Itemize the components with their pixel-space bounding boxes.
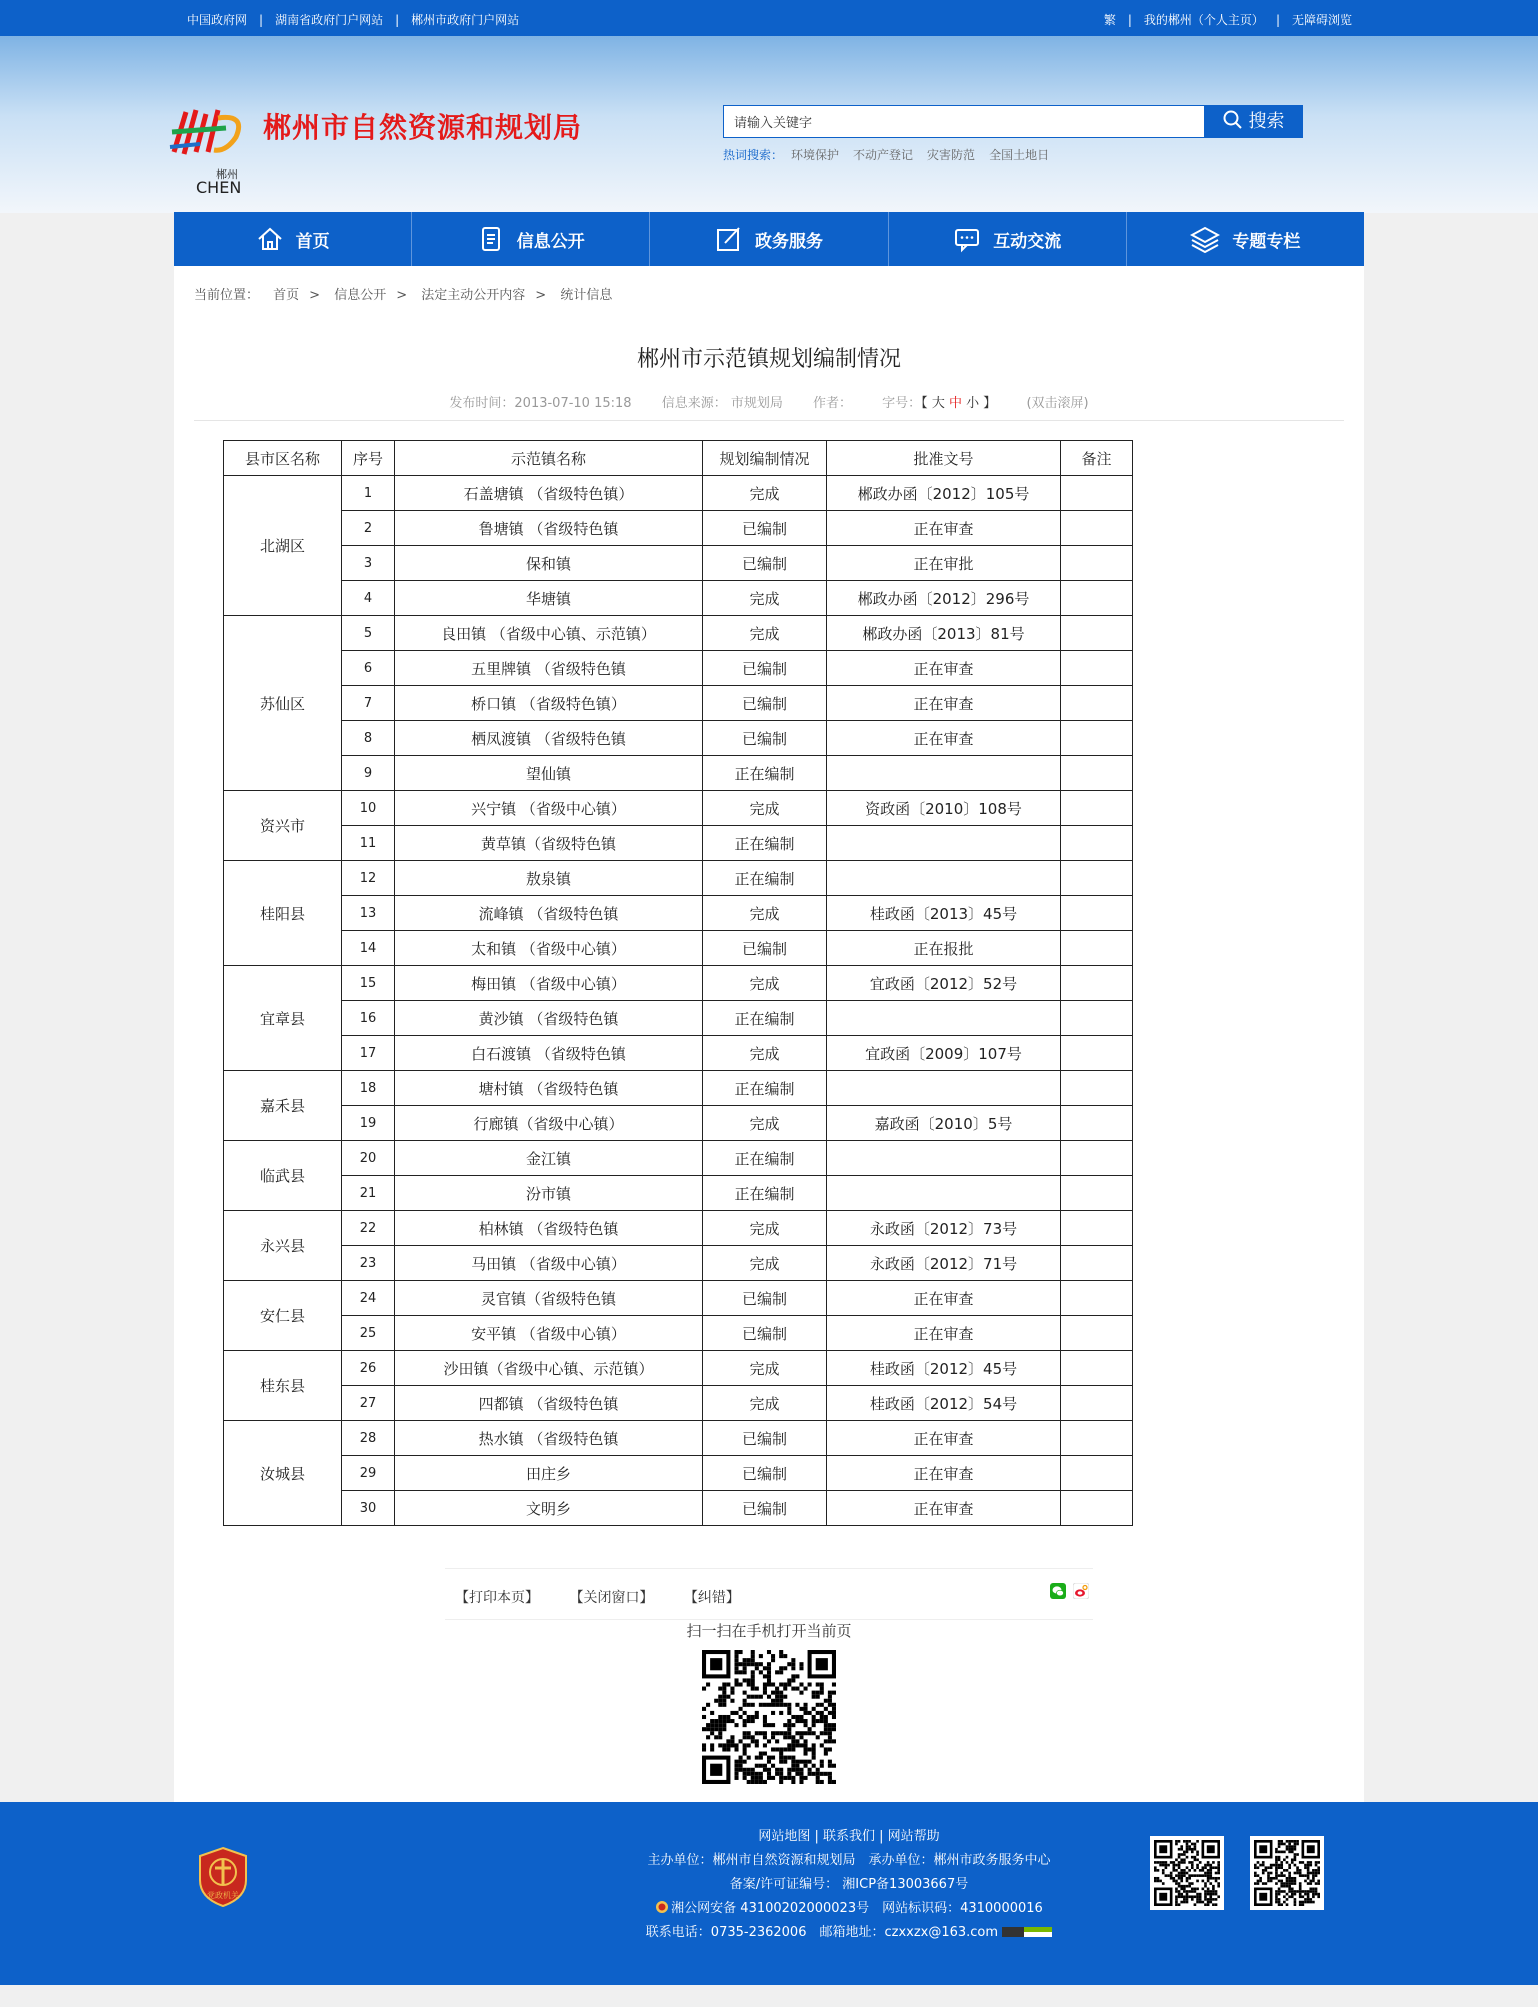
note-cell — [1061, 1176, 1133, 1211]
footer-police-text: 湘公网安备 43100202000023号 网站标识码：4310000016 — [671, 1901, 1043, 1916]
approval-cell: 桂政函〔2012〕54号 — [827, 1386, 1061, 1421]
col-status: 规划编制情况 — [703, 441, 827, 476]
table-row — [224, 1281, 1133, 1316]
weibo-icon[interactable] — [1073, 1583, 1089, 1599]
note-cell — [1061, 721, 1133, 756]
approval-cell: 正在审查 — [827, 1281, 1061, 1316]
hot-word[interactable]: 全国土地日 — [989, 148, 1050, 162]
index-cell: 14 — [342, 931, 395, 966]
nav-home[interactable] — [174, 212, 412, 266]
article-meta — [194, 392, 1344, 421]
note-cell — [1061, 1141, 1133, 1176]
approval-cell: 郴政办函〔2012〕105号 — [827, 476, 1061, 511]
note-cell — [1061, 1211, 1133, 1246]
status-cell: 完成 — [703, 476, 827, 511]
status-cell: 已编制 — [703, 1421, 827, 1456]
search-button-label: 搜索 — [1248, 111, 1285, 132]
index-cell: 21 — [342, 1176, 395, 1211]
index-cell: 20 — [342, 1141, 395, 1176]
town-cell: 桥口镇 （省级特色镇） — [395, 686, 703, 721]
index-cell: 22 — [342, 1211, 395, 1246]
status-cell: 已编制 — [703, 721, 827, 756]
table-row — [224, 581, 1133, 616]
approval-cell: 正在审查 — [827, 511, 1061, 546]
table-row — [224, 686, 1133, 721]
index-cell: 19 — [342, 1106, 395, 1141]
town-cell: 敖泉镇 — [395, 861, 703, 896]
link-china-gov[interactable]: 中国政府网 — [187, 13, 248, 27]
table-row — [224, 1106, 1133, 1141]
breadcrumb-sep: > — [535, 288, 547, 303]
col-town: 示范镇名称 — [395, 441, 703, 476]
index-cell: 29 — [342, 1456, 395, 1491]
author: 作者： — [812, 396, 852, 411]
index-cell: 27 — [342, 1386, 395, 1421]
table-row — [224, 1211, 1133, 1246]
utility-links — [1098, 11, 1358, 28]
status-cell: 正在编制 — [703, 826, 827, 861]
district-cell: 安仁县 — [224, 1281, 342, 1351]
breadcrumb-sep: > — [396, 288, 408, 303]
party-gov-badge[interactable] — [196, 1846, 250, 1908]
footer-host: 主办单位：郴州市自然资源和规划局 承办单位：郴州市政务服务中心 — [647, 1853, 1051, 1868]
table-row — [224, 1351, 1133, 1386]
town-cell: 文明乡 — [395, 1491, 703, 1526]
font-bracket: 】 — [983, 396, 997, 411]
town-cell: 塘村镇 （省级特色镇 — [395, 1071, 703, 1106]
table-row — [224, 1421, 1133, 1456]
status-cell: 完成 — [703, 1036, 827, 1071]
status-cell: 正在编制 — [703, 861, 827, 896]
hot-words — [723, 146, 1063, 163]
info-source: 信息来源： 市规划局 — [661, 396, 783, 411]
hot-word[interactable]: 灾害防范 — [927, 148, 976, 162]
footer-contact — [636, 1921, 1062, 1945]
nav-label: 信息公开 — [516, 231, 585, 252]
index-cell: 1 — [342, 476, 395, 511]
index-cell: 7 — [342, 686, 395, 721]
font-medium-button[interactable]: 中 — [948, 396, 962, 411]
table-row — [224, 896, 1133, 931]
status-cell: 完成 — [703, 581, 827, 616]
index-cell: 25 — [342, 1316, 395, 1351]
logo-text-cn: 郴州 — [216, 168, 238, 181]
town-cell: 白石渡镇 （省级特色镇 — [395, 1036, 703, 1071]
note-cell — [1061, 651, 1133, 686]
index-cell: 16 — [342, 1001, 395, 1036]
status-cell: 已编制 — [703, 931, 827, 966]
table-row — [224, 1456, 1133, 1491]
note-cell — [1061, 791, 1133, 826]
status-cell: 正在编制 — [703, 756, 827, 791]
print-button[interactable]: 【打印本页】 — [455, 1590, 539, 1606]
search-input[interactable] — [724, 106, 1204, 137]
town-cell: 马田镇 （省级中心镇） — [395, 1246, 703, 1281]
approval-cell: 正在审批 — [827, 546, 1061, 581]
note-cell — [1061, 1001, 1133, 1036]
district-cell: 桂东县 — [224, 1351, 342, 1421]
town-cell: 灵官镇（省级特色镇 — [395, 1281, 703, 1316]
approval-cell: 宜政函〔2009〕107号 — [827, 1036, 1061, 1071]
font-size-control — [882, 396, 996, 411]
index-cell: 13 — [342, 896, 395, 931]
town-cell: 柏林镇 （省级特色镇 — [395, 1211, 703, 1246]
approval-cell — [827, 756, 1061, 791]
table-row — [224, 1386, 1133, 1421]
footer-qr-code-1 — [1150, 1836, 1224, 1910]
status-cell: 完成 — [703, 1386, 827, 1421]
status-cell: 已编制 — [703, 651, 827, 686]
article-tools — [445, 1568, 1093, 1620]
approval-cell — [827, 1141, 1061, 1176]
col-district: 县市区名称 — [224, 441, 342, 476]
footer-contact-text: 联系电话：0735-2362006 邮箱地址：czxxzx@163.com — [645, 1925, 999, 1940]
footer-info — [636, 1825, 1062, 1945]
town-cell: 鲁塘镇 （省级特色镇 — [395, 511, 703, 546]
gov-links — [181, 11, 525, 28]
town-cell: 良田镇 （省级中心镇、示范镇） — [395, 616, 703, 651]
index-cell: 17 — [342, 1036, 395, 1071]
note-cell — [1061, 1351, 1133, 1386]
my-chenzhou-link[interactable]: 我的郴州（个人主页） — [1143, 13, 1264, 27]
wechat-icon[interactable] — [1050, 1583, 1066, 1599]
town-cell: 梅田镇 （省级中心镇） — [395, 966, 703, 1001]
breadcrumb-sep: > — [309, 288, 321, 303]
index-cell: 3 — [342, 546, 395, 581]
table-row — [224, 1246, 1133, 1281]
index-cell: 30 — [342, 1491, 395, 1526]
logo-text-en: CHEN — [196, 178, 242, 197]
table-row — [224, 476, 1133, 511]
accessibility-link[interactable]: 无障碍浏览 — [1291, 13, 1352, 27]
index-cell: 23 — [342, 1246, 395, 1281]
top-bar — [0, 0, 1538, 36]
document-icon — [477, 225, 505, 253]
note-cell — [1061, 931, 1133, 966]
status-cell: 正在编制 — [703, 1141, 827, 1176]
close-window-button[interactable]: 【关闭窗口】 — [569, 1590, 654, 1606]
approval-cell: 正在审查 — [827, 1456, 1061, 1491]
table-row — [224, 826, 1133, 861]
index-cell: 4 — [342, 581, 395, 616]
footer — [0, 1802, 1538, 1985]
approval-cell: 正在审查 — [827, 686, 1061, 721]
table-row — [224, 1176, 1133, 1211]
breadcrumb-label: 当前位置： — [194, 288, 260, 303]
approval-cell: 郴政办函〔2013〕81号 — [827, 616, 1061, 651]
note-cell — [1061, 1386, 1133, 1421]
note-cell — [1061, 1246, 1133, 1281]
table-row — [224, 861, 1133, 896]
note-cell — [1061, 1106, 1133, 1141]
article-title: 郴州市示范镇规划编制情况 — [636, 347, 901, 372]
approval-cell — [827, 1071, 1061, 1106]
district-cell: 汝城县 — [224, 1421, 342, 1526]
index-cell: 24 — [342, 1281, 395, 1316]
town-cell: 行廊镇（省级中心镇） — [395, 1106, 703, 1141]
approval-cell — [827, 861, 1061, 896]
district-cell: 桂阳县 — [224, 861, 342, 966]
nav-label: 政务服务 — [755, 231, 823, 252]
approval-cell: 桂政函〔2012〕45号 — [827, 1351, 1061, 1386]
approval-cell: 资政函〔2010〕108号 — [827, 791, 1061, 826]
status-cell: 正在编制 — [703, 1176, 827, 1211]
police-emblem-icon — [655, 1900, 669, 1914]
breadcrumb — [194, 284, 622, 303]
footer-links: 网站地图 | 联系我们 | 网站帮助 — [758, 1829, 940, 1844]
note-cell — [1061, 826, 1133, 861]
status-cell: 正在编制 — [703, 1071, 827, 1106]
town-cell: 保和镇 — [395, 546, 703, 581]
status-cell: 完成 — [703, 616, 827, 651]
district-cell: 北湖区 — [224, 476, 342, 616]
note-cell — [1061, 1491, 1133, 1526]
approval-cell: 永政函〔2012〕73号 — [827, 1211, 1061, 1246]
status-cell: 已编制 — [703, 686, 827, 721]
status-cell: 正在编制 — [703, 1001, 827, 1036]
share-icons — [1050, 1583, 1089, 1603]
table-row — [224, 616, 1133, 651]
approval-cell — [827, 1001, 1061, 1036]
hot-words-label: 热词搜索： — [723, 148, 784, 162]
scroll-hint: (双击滚屏) — [1026, 396, 1089, 411]
table-row — [224, 721, 1133, 756]
font-small-button[interactable]: 小 — [966, 396, 980, 411]
town-cell: 华塘镇 — [395, 581, 703, 616]
footer-icp[interactable]: 备案/许可证编号： 湘ICP备13003667号 — [729, 1877, 969, 1892]
breadcrumb-legal[interactable]: 法定主动公开内容 — [421, 288, 526, 303]
edit-icon — [715, 225, 743, 253]
nav-gov-services[interactable] — [650, 212, 888, 266]
font-bracket: 【 — [921, 396, 928, 411]
search-button[interactable] — [1204, 105, 1303, 138]
note-cell — [1061, 1071, 1133, 1106]
hot-word[interactable]: 环境保护 — [791, 148, 840, 162]
footer-police — [636, 1897, 1062, 1921]
report-error-button[interactable]: 【纠错】 — [683, 1590, 740, 1606]
nav-label: 专题专栏 — [1232, 231, 1301, 252]
link-hunan-gov[interactable]: 湖南省政府门户网站 — [275, 13, 384, 27]
footer-qr-code-2 — [1250, 1836, 1324, 1910]
note-cell — [1061, 581, 1133, 616]
table-row — [224, 966, 1133, 1001]
town-cell: 黄草镇（省级特色镇 — [395, 826, 703, 861]
approval-cell: 正在审查 — [827, 721, 1061, 756]
town-cell: 田庄乡 — [395, 1456, 703, 1491]
search-icon — [1223, 110, 1243, 130]
index-cell: 2 — [342, 511, 395, 546]
town-cell: 兴宁镇 （省级中心镇） — [395, 791, 703, 826]
status-cell: 已编制 — [703, 1281, 827, 1316]
nav-interaction[interactable] — [889, 212, 1127, 266]
separator: | — [259, 13, 264, 27]
note-cell — [1061, 476, 1133, 511]
approval-cell: 永政函〔2012〕71号 — [827, 1246, 1061, 1281]
separator: | — [1127, 13, 1132, 27]
col-note: 备注 — [1061, 441, 1133, 476]
home-icon — [256, 225, 284, 253]
district-cell: 永兴县 — [224, 1211, 342, 1281]
index-cell: 15 — [342, 966, 395, 1001]
table-row — [224, 791, 1133, 826]
page-qr-code — [702, 1650, 836, 1784]
index-cell: 26 — [342, 1351, 395, 1386]
town-cell: 安平镇 （省级中心镇） — [395, 1316, 703, 1351]
table-row — [224, 546, 1133, 581]
index-cell: 12 — [342, 861, 395, 896]
table-row — [224, 1491, 1133, 1526]
status-cell: 已编制 — [703, 511, 827, 546]
approval-cell: 桂政函〔2013〕45号 — [827, 896, 1061, 931]
town-cell: 流峰镇 （省级特色镇 — [395, 896, 703, 931]
status-cell: 完成 — [703, 1246, 827, 1281]
layers-icon — [1190, 225, 1220, 253]
status-cell: 已编制 — [703, 1316, 827, 1351]
status-cell: 已编制 — [703, 1456, 827, 1491]
col-approval: 批准文号 — [827, 441, 1061, 476]
status-cell: 完成 — [703, 1351, 827, 1386]
main-nav — [174, 212, 1364, 266]
approval-cell: 正在审查 — [827, 651, 1061, 686]
contact-link[interactable]: 联系我们 — [822, 1829, 875, 1844]
town-cell: 栖凤渡镇 （省级特色镇 — [395, 721, 703, 756]
note-cell — [1061, 546, 1133, 581]
town-cell: 四都镇 （省级特色镇 — [395, 1386, 703, 1421]
note-cell — [1061, 616, 1133, 651]
approval-cell: 正在报批 — [827, 931, 1061, 966]
index-cell: 28 — [342, 1421, 395, 1456]
content-area — [174, 266, 1364, 1802]
table-body — [224, 476, 1133, 1526]
note-cell — [1061, 966, 1133, 1001]
table-row — [224, 1001, 1133, 1036]
status-cell: 已编制 — [703, 546, 827, 581]
district-cell: 临武县 — [224, 1141, 342, 1211]
header — [0, 36, 1538, 213]
table-row — [224, 1071, 1133, 1106]
status-cell: 完成 — [703, 896, 827, 931]
index-cell: 10 — [342, 791, 395, 826]
status-cell: 已编制 — [703, 1491, 827, 1526]
town-cell: 黄沙镇 （省级特色镇 — [395, 1001, 703, 1036]
approval-cell: 正在审查 — [827, 1421, 1061, 1456]
search-box — [723, 105, 1303, 138]
table-row — [224, 1036, 1133, 1071]
publish-time: 发布时间：2013-07-10 15:18 — [449, 396, 632, 411]
table-row — [224, 651, 1133, 686]
separator: | — [1275, 13, 1280, 27]
town-cell: 五里牌镇 （省级特色镇 — [395, 651, 703, 686]
district-cell: 苏仙区 — [224, 616, 342, 791]
status-cell: 完成 — [703, 1106, 827, 1141]
district-cell: 资兴市 — [224, 791, 342, 861]
table-header-row — [224, 441, 1133, 476]
index-cell: 18 — [342, 1071, 395, 1106]
note-cell — [1061, 756, 1133, 791]
index-cell: 6 — [342, 651, 395, 686]
district-cell: 宜章县 — [224, 966, 342, 1071]
sitemap-link[interactable]: 网站地图 — [758, 1829, 811, 1844]
hot-word[interactable]: 不动产登记 — [853, 148, 914, 162]
cnzz-icon[interactable] — [1002, 1927, 1052, 1937]
site-title: 郴州市自然资源和规划局 — [263, 111, 583, 144]
index-cell: 9 — [342, 756, 395, 791]
status-cell: 完成 — [703, 1211, 827, 1246]
note-cell — [1061, 1421, 1133, 1456]
approval-cell: 正在审查 — [827, 1491, 1061, 1526]
badge-text: 党政机关 — [207, 1891, 239, 1900]
approval-cell — [827, 826, 1061, 861]
col-index: 序号 — [342, 441, 395, 476]
status-cell: 完成 — [703, 791, 827, 826]
town-cell: 汾市镇 — [395, 1176, 703, 1211]
town-cell: 石盖塘镇 （省级特色镇） — [395, 476, 703, 511]
breadcrumb-stats[interactable]: 统计信息 — [560, 288, 613, 303]
approval-cell: 郴政办函〔2012〕296号 — [827, 581, 1061, 616]
table-row — [224, 1141, 1133, 1176]
help-link[interactable]: 网站帮助 — [887, 1829, 940, 1844]
district-cell: 嘉禾县 — [224, 1071, 342, 1141]
town-cell: 望仙镇 — [395, 756, 703, 791]
town-cell: 金江镇 — [395, 1141, 703, 1176]
note-cell — [1061, 686, 1133, 721]
approval-cell — [827, 1176, 1061, 1211]
note-cell — [1061, 861, 1133, 896]
note-cell — [1061, 511, 1133, 546]
site-logo[interactable] — [166, 92, 258, 202]
scan-hint: 扫一扫在手机打开当前页 — [686, 1622, 852, 1640]
nav-label: 首页 — [295, 231, 330, 252]
note-cell — [1061, 1316, 1133, 1351]
index-cell: 11 — [342, 826, 395, 861]
note-cell — [1061, 1036, 1133, 1071]
table-row — [224, 511, 1133, 546]
table-row — [224, 756, 1133, 791]
town-cell: 热水镇 （省级特色镇 — [395, 1421, 703, 1456]
table-row — [224, 1316, 1133, 1351]
nav-special-topics[interactable] — [1127, 212, 1364, 266]
table-row — [224, 931, 1133, 966]
link-chenzhou-gov[interactable]: 郴州市政府门户网站 — [411, 13, 520, 27]
town-cell: 沙田镇（省级中心镇、示范镇） — [395, 1351, 703, 1386]
approval-cell: 嘉政函〔2010〕5号 — [827, 1106, 1061, 1141]
planning-table — [223, 440, 1133, 1526]
font-size-label: 字号： — [882, 396, 922, 411]
breadcrumb-info[interactable]: 信息公开 — [334, 288, 387, 303]
approval-cell: 宜政函〔2012〕52号 — [827, 966, 1061, 1001]
town-cell: 太和镇 （省级中心镇） — [395, 931, 703, 966]
note-cell — [1061, 1281, 1133, 1316]
font-large-button[interactable]: 大 — [931, 396, 945, 411]
approval-cell: 正在审查 — [827, 1316, 1061, 1351]
traditional-chinese-link[interactable]: 繁 — [1103, 13, 1116, 27]
note-cell — [1061, 1456, 1133, 1491]
separator: | — [395, 13, 400, 27]
index-cell: 5 — [342, 616, 395, 651]
index-cell: 8 — [342, 721, 395, 756]
status-cell: 完成 — [703, 966, 827, 1001]
breadcrumb-home[interactable]: 首页 — [273, 288, 300, 303]
chat-icon — [953, 225, 981, 253]
nav-label: 互动交流 — [993, 231, 1062, 252]
note-cell — [1061, 896, 1133, 931]
nav-info-disclosure[interactable] — [412, 212, 650, 266]
